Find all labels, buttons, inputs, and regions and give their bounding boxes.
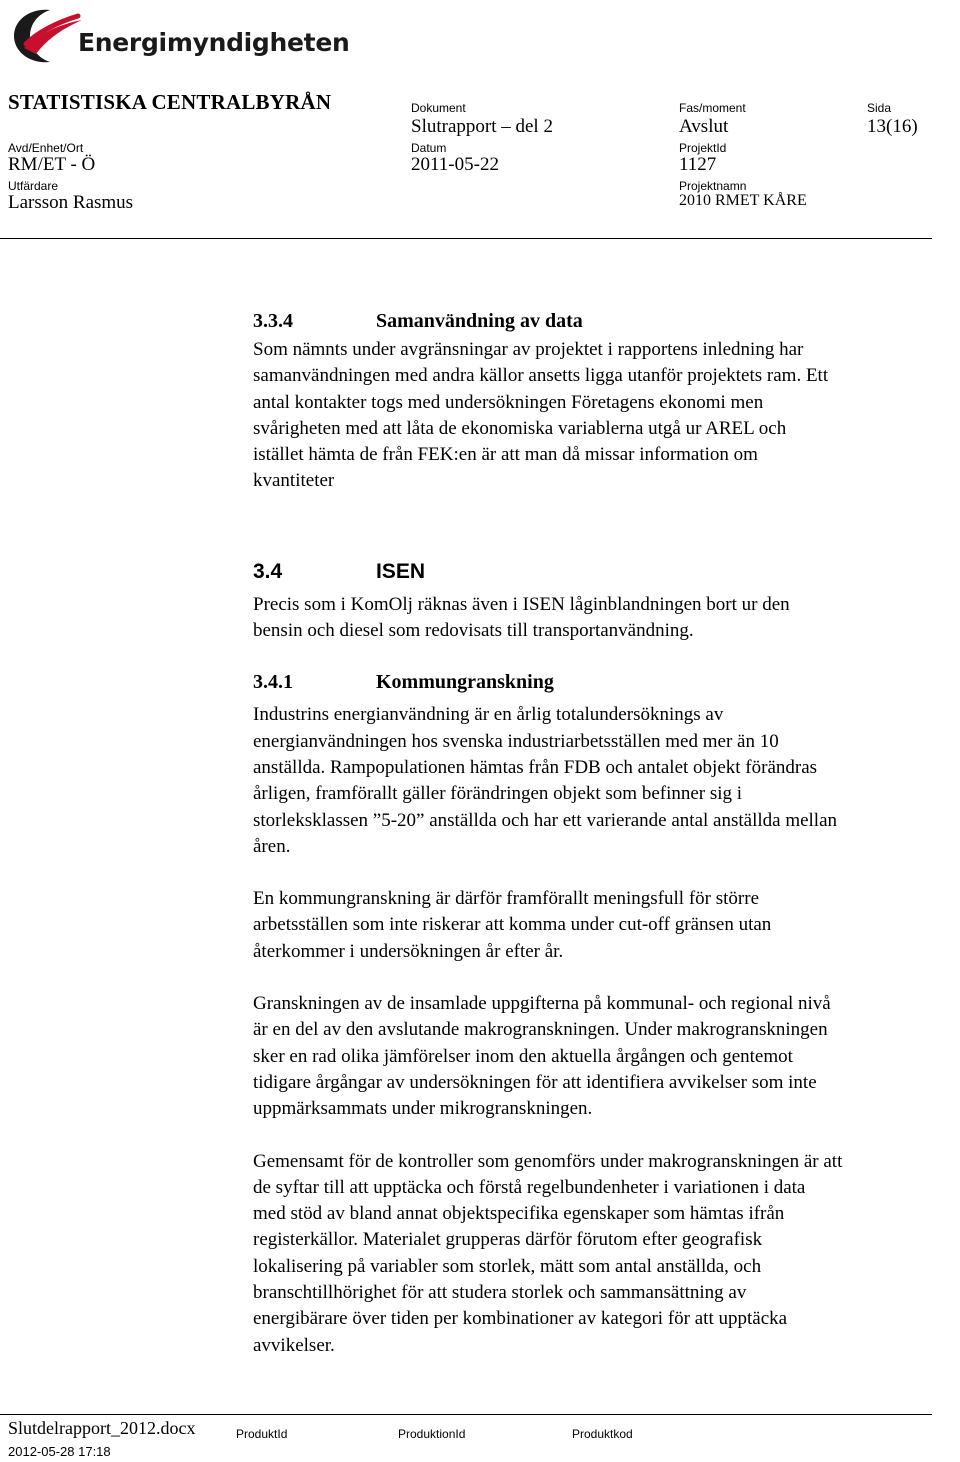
paragraph-3-4-1-d xyxy=(253,1149,960,1359)
text-line: Industrins energianvändning är en årlig totalundersöknings av xyxy=(253,704,724,726)
text-line: uppmärksammats under mikrogranskningen. xyxy=(253,1098,593,1120)
avd-value: RM/ET - Ö xyxy=(8,154,96,175)
text-line: Granskningen av de insamlade uppgifterna på kommunal- och regional nivå xyxy=(253,993,831,1015)
text-line: registerkällor. Materialet grupperas därför förutom efter geografisk xyxy=(253,1229,763,1251)
text-line: Som nämnts under avgränsningar av projektet i rapportens inledning har xyxy=(253,339,804,360)
sida-value: 13(16) xyxy=(867,116,918,137)
paragraph-3-4 xyxy=(253,592,960,645)
dokument-value: Slutrapport – del 2 xyxy=(411,116,553,137)
text-line: istället hämta de från FEK:en är att man då missar information om xyxy=(253,444,758,466)
heading-title: Samanvändning av data xyxy=(376,310,583,332)
text-line: storleksklassen ”5-20” anställda och har ett varierande antal anställda mellan xyxy=(253,809,838,831)
text-line: lokalisering på variabler som storlek, mätt som antal anställda, och xyxy=(253,1255,762,1277)
footer-date: 2012-05-28 17:18 xyxy=(8,1444,111,1459)
text-line: En kommungranskning är därför framförallt meningsfull för större xyxy=(253,888,759,910)
text-line: svårigheten med att låta de ekonomiska variablerna utgå ur AREL och xyxy=(253,417,787,439)
header-divider xyxy=(0,238,932,239)
fas-value: Avslut xyxy=(679,116,729,137)
text-line: anställda. Rampopulationen hämtas från FDB och antalet objekt förändras xyxy=(253,756,818,778)
footer-produktionid-label: ProduktionId xyxy=(398,1427,466,1441)
dokument-label: Dokument xyxy=(411,101,466,115)
footer-produktid-label: ProduktId xyxy=(236,1427,288,1441)
heading-3-3-4 xyxy=(253,300,960,337)
utfardare-label: Utfärdare xyxy=(8,179,59,193)
projektnamn-value: 2010 RMET KÅRE xyxy=(679,192,807,209)
text-line: arbetsställen som inte riskerar att komma under cut-off gränsen utan xyxy=(253,914,772,936)
heading-title: Kommungranskning xyxy=(376,671,554,694)
paragraph-3-3-4 xyxy=(253,337,960,495)
heading-3-4 xyxy=(253,557,960,587)
text-line: energianvändningen hos svenska industriarbetsställen med mer än 10 xyxy=(253,730,779,752)
heading-number: 3.3.4 xyxy=(253,310,293,332)
text-line: med stöd av bland annat objektspecifika egenskaper som hämtas ifrån xyxy=(253,1203,785,1225)
text-line: är en del av den avslutande makrogranskningen. Under makrogranskningen xyxy=(253,1019,828,1041)
text-line: kvantiteter xyxy=(253,470,335,492)
text-line: de syftar till att upptäcka och förstå regelbundenheter i variationen i data xyxy=(253,1176,806,1198)
projektnamn-label: Projektnamn xyxy=(679,179,747,193)
text-line: återkommer i undersökningen år efter år. xyxy=(253,940,564,962)
fas-label: Fas/moment xyxy=(679,101,746,115)
paragraph-3-4-1-b xyxy=(253,886,960,965)
projektid-label: ProjektId xyxy=(679,141,727,155)
heading-number: 3.4.1 xyxy=(253,671,293,694)
text-line: bensin och diesel som redovisats till transportanvändning. xyxy=(253,620,694,642)
text-line: tidigare årgångar av undersökningen för att identifiera avvikelser som inte xyxy=(253,1071,817,1093)
projektid-value: 1127 xyxy=(679,154,717,175)
document-body xyxy=(253,300,960,1359)
energimyndigheten-logo xyxy=(8,4,350,66)
text-line: Gemensamt för de kontroller som genomförs under makrogranskningen är att xyxy=(253,1150,843,1172)
utfardare-value: Larsson Rasmus xyxy=(8,192,134,213)
text-line: branschtillhörighet för att studera storlek och sammansättning av xyxy=(253,1282,747,1304)
heading-number: 3.4 xyxy=(253,559,283,583)
organization-name: STATISTISKA CENTRALBYRÅN xyxy=(8,90,332,114)
datum-value: 2011-05-22 xyxy=(411,154,499,175)
avd-label: Avd/Enhet/Ort xyxy=(8,141,84,155)
footer-filename: Slutdelrapport_2012.docx xyxy=(8,1418,196,1438)
heading-title: ISEN xyxy=(376,559,426,583)
paragraph-3-4-1-c xyxy=(253,991,960,1122)
heading-3-4-1 xyxy=(253,667,960,697)
text-line: energibärare över tiden per kombinationer av kategori för att upptäcka xyxy=(253,1308,788,1330)
text-line: årligen, framförallt gäller förändringen objekt som befinner sig i xyxy=(253,783,743,805)
paragraph-3-4-1-a xyxy=(253,702,960,860)
footer-produktkod-label: Produktkod xyxy=(572,1427,633,1441)
logo-wordmark: Energimyndigheten xyxy=(78,28,350,57)
sida-label: Sida xyxy=(867,101,892,115)
text-line: åren. xyxy=(253,835,291,857)
footer-divider xyxy=(0,1414,932,1415)
text-line: avvikelser. xyxy=(253,1334,335,1356)
text-line: sker en rad olika jämförelser inom den aktuella årgången och gentemot xyxy=(253,1045,793,1067)
text-line: samanvändningen med andra källor ansetts ligga utanför projektets ram. Ett xyxy=(253,365,829,387)
datum-label: Datum xyxy=(411,141,447,155)
text-line: antal kontakter togs med undersökningen Företagens ekonomi men xyxy=(253,391,764,413)
text-line: Precis som i KomOlj räknas även i ISEN låginblandningen bort ur den xyxy=(253,593,790,615)
